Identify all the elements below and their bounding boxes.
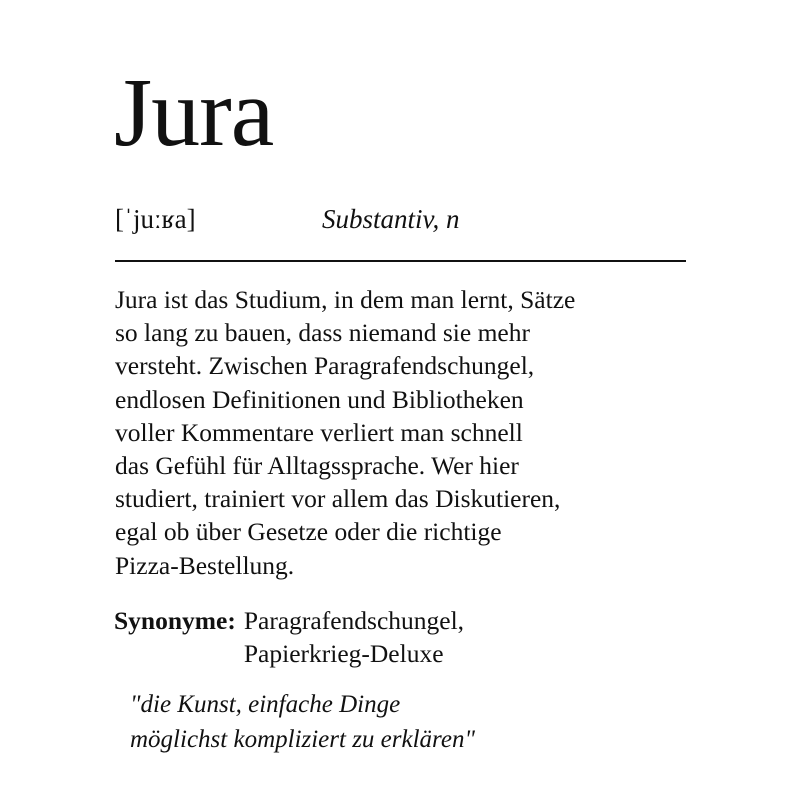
definition-line: voller Kommentare verliert man schnell <box>115 417 523 447</box>
synonyms-list <box>244 604 464 670</box>
divider-line <box>115 260 686 262</box>
definition-text <box>115 283 715 582</box>
headword: Jura <box>114 59 274 167</box>
definition-line: Pizza-Bestellung. <box>115 550 295 580</box>
definition-line: so lang zu bauen, dass niemand sie mehr <box>115 318 530 348</box>
definition-line: egal ob über Gesetze oder die richtige <box>115 517 502 547</box>
definition-line: das Gefühl für Alltagssprache. Wer hier <box>115 451 519 481</box>
quote-line: "die Kunst, einfache Dinge <box>130 691 401 718</box>
pronunciation: [ˈjuːʁa] <box>115 204 196 234</box>
quote-text <box>130 687 475 757</box>
synonyms-section <box>114 604 464 670</box>
definition-line: endlosen Definitionen und Bibliotheken <box>115 384 524 414</box>
definition-line: Jura ist das Studium, in dem man lernt, Sätze <box>115 285 576 314</box>
word-class: Substantiv, n <box>322 204 460 234</box>
definition-line: studiert, trainiert vor allem das Diskutieren, <box>115 484 561 514</box>
synonym-item: Paragrafendschungel, <box>243 606 465 635</box>
synonyms-label: Synonyme: <box>114 606 236 635</box>
quote-line: möglichst kompliziert zu erklären" <box>130 726 475 753</box>
synonym-item: Papierkrieg-Deluxe <box>243 639 444 668</box>
definition-line: versteht. Zwischen Paragrafendschungel, <box>115 351 535 381</box>
